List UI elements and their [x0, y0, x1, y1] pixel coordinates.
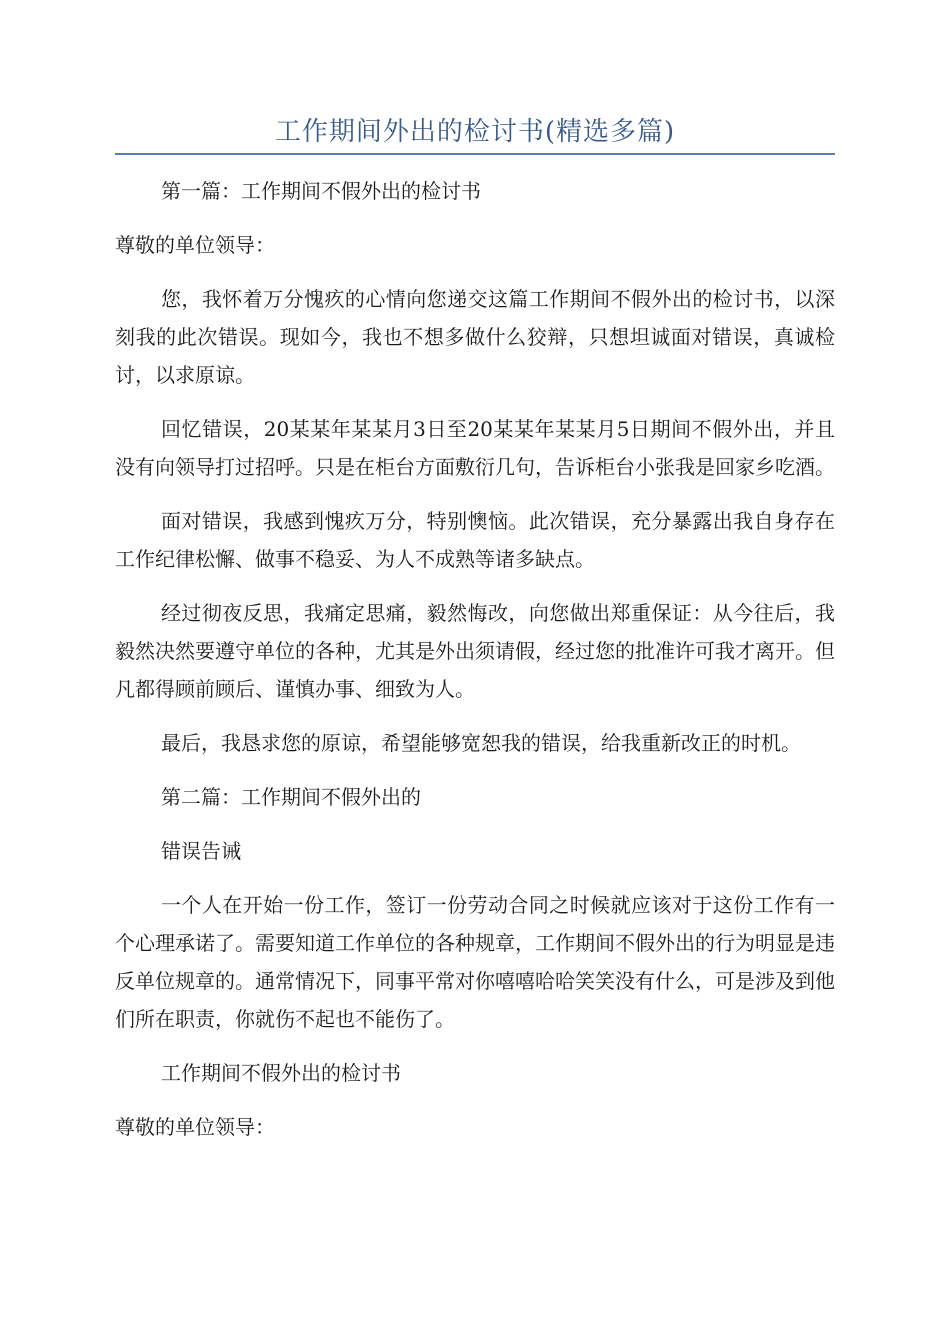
salutation: 尊敬的单位领导：: [115, 233, 275, 257]
document-body: [115, 172, 835, 1162]
paragraph: 经过彻夜反思，我痛定思痛，毅然悔改，向您做出郑重保证：从今往后，我毅然决然要遵守单位的各种，尤其是外出须请假，经过您的批准许可我才离开。但凡都得顾前顾后、谨慎办事、细致为人。: [115, 601, 835, 701]
paragraph: 面对错误，我感到愧疚万分，特别懊恼。此次错误，充分暴露出我自身存在工作纪律松懈、做事不稳妥、为人不成熟等诸多缺点。: [115, 509, 835, 571]
paragraph: 最后，我恳求您的原谅，希望能够宽恕我的错误，给我重新改正的时机。: [161, 731, 801, 755]
salutation: 尊敬的单位领导：: [115, 1115, 275, 1139]
section-heading-2: 第二篇：工作期间不假外出的: [161, 785, 421, 809]
section-heading-1: 第一篇：工作期间不假外出的检讨书: [161, 179, 481, 203]
subheading: 错误告诫: [161, 839, 241, 863]
paragraph: 一个人在开始一份工作，签订一份劳动合同之时候就应该对于这份工作有一个心理承诺了。需要知道工作单位的各种规章，工作期间不假外出的行为明显是违反单位规章的。通常情况下，同事平常对你嘻嘻哈哈笑笑没有什么，可是涉及到他们所在职责，你就伤不起也不能伤了。: [115, 893, 835, 1031]
section-heading-3: 工作期间不假外出的检讨书: [161, 1061, 401, 1085]
paragraph: 回忆错误，20某某年某某月3日至20某某年某某月5日期间不假外出，并且没有向领导打过招呼。只是在柜台方面敷衍几句，告诉柜台小张我是回家乡吃酒。: [115, 417, 835, 479]
paragraph: 您，我怀着万分愧疚的心情向您递交这篇工作期间不假外出的检讨书，以深刻我的此次错误。现如今，我也不想多做什么狡辩，只想坦诚面对错误，真诚检讨，以求原谅。: [115, 287, 835, 387]
document-title: 工作期间外出的检讨书(精选多篇): [274, 117, 676, 147]
title-underline: [115, 153, 835, 155]
